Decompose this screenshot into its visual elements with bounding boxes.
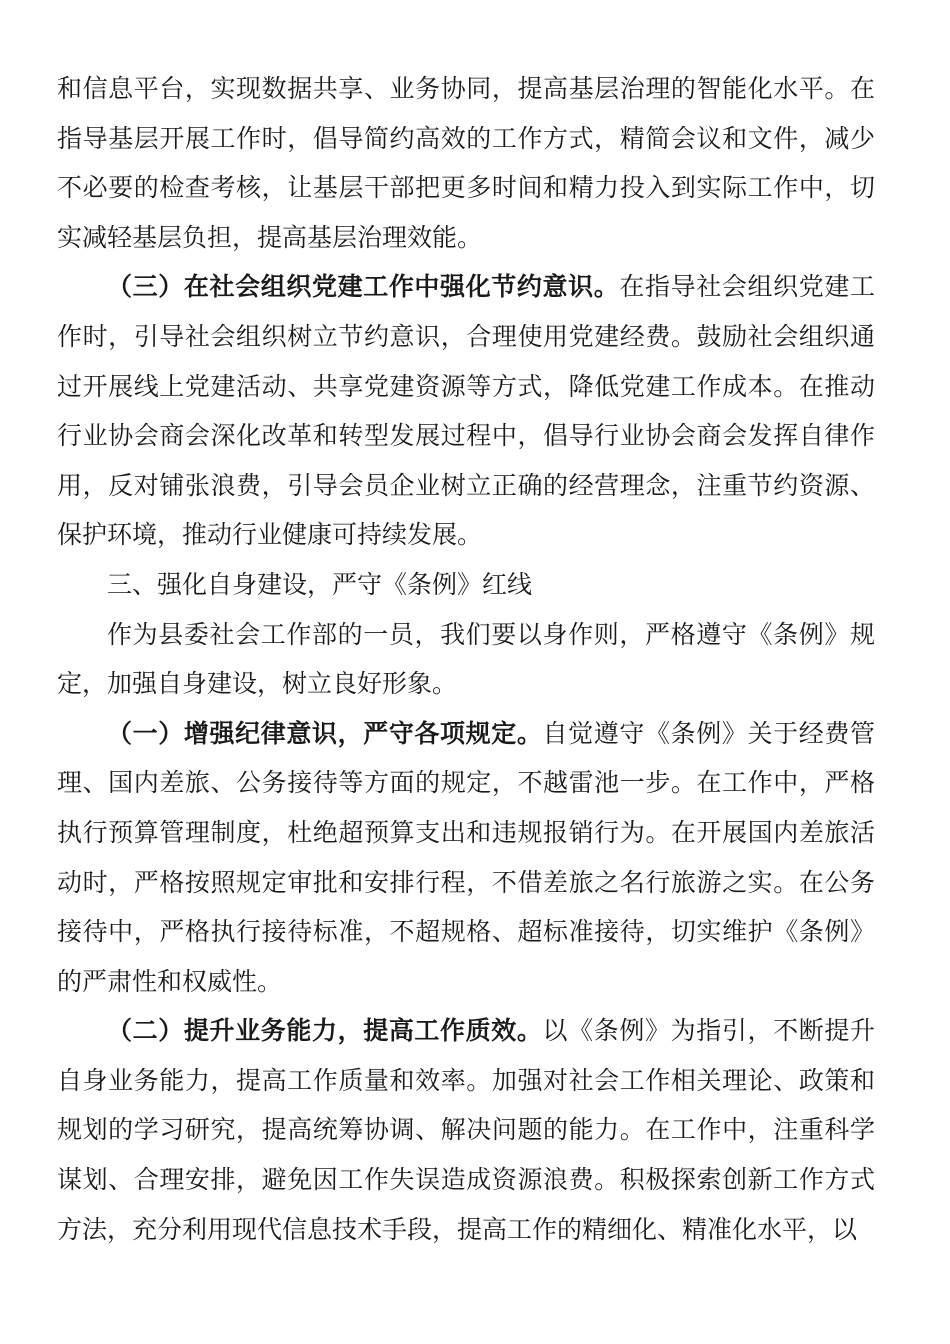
paragraph-text: 作为县委社会工作部的一员，我们要以身作则，严格遵守《条例》规定，加强自身建设，树立良好形象。 bbox=[57, 619, 875, 699]
section-heading-3: 三、强化自身建设，严守《条例》红线 bbox=[107, 569, 533, 599]
paragraph-text: 在指导社会组织党建工作时，引导社会组织树立节约意识，合理使用党建经费。鼓励社会组织通过开展线上党建活动、共享党建资源等方式，降低党建工作成本。在推动行业协会商会深化改革和转型发展过程中，倡导行业协会商会发挥自律作用，反对铺张浪费，引导会员企业树立正确的经营理念，注重节约资源、保护环境，推动行业健康可持续发展。 bbox=[57, 272, 875, 550]
paragraph-text: 和信息平台，实现数据共享、业务协同，提高基层治理的智能化水平。在指导基层开展工作时，倡导简约高效的工作方式，精简会议和文件，减少不必要的检查考核，让基层干部把更多时间和精力投入到实际工作中，切实减轻基层负担，提高基层治理效能。 bbox=[57, 74, 875, 252]
document-page bbox=[57, 64, 875, 1254]
paragraph-continued bbox=[57, 64, 875, 262]
paragraph-social-org-party-building bbox=[57, 262, 875, 560]
paragraph-lead: （三）在社会组织党建工作中强化节约意识。 bbox=[107, 272, 620, 302]
paragraph-discipline bbox=[57, 709, 875, 1007]
paragraph-section-intro bbox=[57, 610, 875, 709]
paragraph-business-ability bbox=[57, 1006, 875, 1254]
paragraph-text: 自觉遵守《条例》关于经费管理、国内差旅、公务接待等方面的规定，不越雷池一步。在工作中，严格执行预算管理制度，杜绝超预算支出和违规报销行为。在开展国内差旅活动时，严格按照规定审批和安排行程，不借差旅之名行旅游之实。在公务接待中，严格执行接待标准，不超规格、超标准接待，切实维护《条例》的严肃性和权威性。 bbox=[57, 718, 875, 996]
paragraph-text: 以《条例》为指引，不断提升自身业务能力，提高工作质量和效率。加强对社会工作相关理论、政策和规划的学习研究，提高统筹协调、解决问题的能力。在工作中，注重科学谋划、合理安排，避免因工作失误造成资源浪费。积极探索创新工作方式方法，充分利用现代信息技术手段，提高工作的精细化、精准化水平，以 bbox=[57, 1016, 875, 1244]
paragraph-lead: （一）增强纪律意识，严守各项规定。 bbox=[107, 718, 543, 748]
paragraph-lead: （二）提升业务能力，提高工作质效。 bbox=[107, 1016, 543, 1046]
